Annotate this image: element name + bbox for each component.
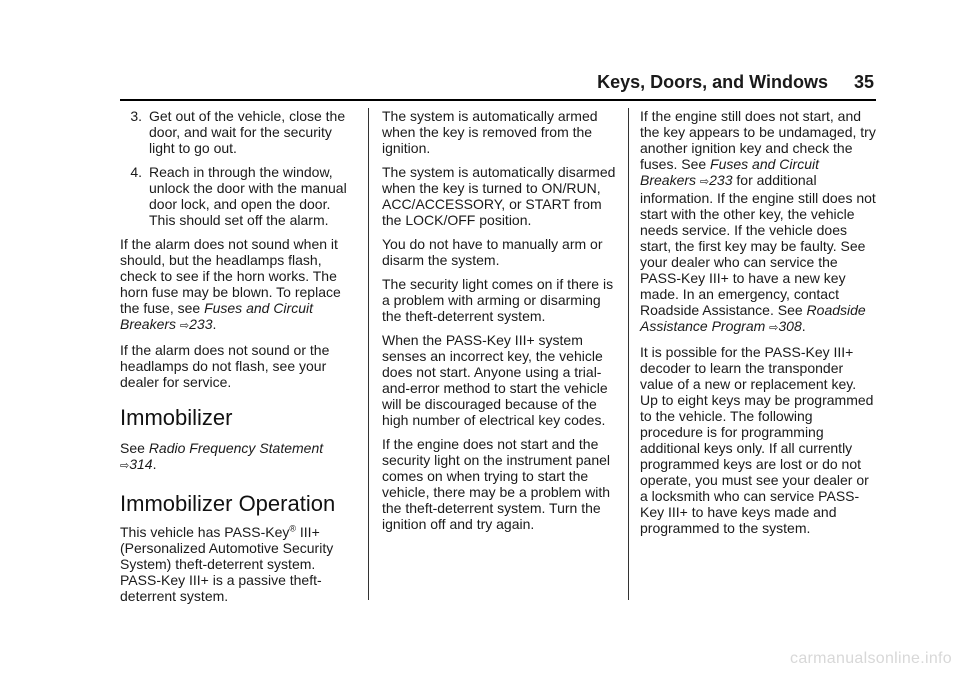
paragraph: If the engine does not start and the security light on the instrument panel comes on when trying to start the vehicle, there may be a problem with the theft-deterrent system. Turn the ignition off and try again. <box>382 436 611 532</box>
list-item <box>120 108 352 156</box>
page-ref-arrow-icon: ⇨ <box>769 322 779 334</box>
paragraph-text: See <box>120 440 149 456</box>
section-title: Keys, Doors, and Windows <box>597 72 828 92</box>
page-header <box>597 72 874 93</box>
page-reference[interactable]: 314 <box>129 456 153 472</box>
paragraph: See Radio Frequency Statement ⇨314. <box>120 440 324 472</box>
paragraph: When the PASS-Key III+ system senses an incorrect key, the vehicle does not start. Anyone using a trial-and-error method to start the vehicle will be discouraged because of the high number of electrical key codes. <box>382 332 608 428</box>
paragraph: The security light comes on if there is a problem with arming or disarming the theft-deterrent system. <box>382 276 614 324</box>
cross-reference-link[interactable]: Fuses and Circuit Breakers <box>120 300 313 332</box>
paragraph: You do not have to manually arm or disarm the system. <box>382 236 603 268</box>
page-reference[interactable]: 308 <box>778 318 802 334</box>
paragraph: If the engine still does not start, and the key appears to be undamaged, try another ignition key and check the fuses. See Fuses and Circuit Breakers ⇨233 for additional information. If the engine still does not start with the other key, the vehicle needs service. If the vehicle does start, the first key may be faulty. See your dealer who can service the PASS-Key III+ to have a new key made. In an emergency, contact Roadside Assistance. See Roadside Assistance Program ⇨308. <box>640 108 876 334</box>
list-number: 4. <box>130 164 142 180</box>
heading-immobilizer-operation: Immobilizer Operation <box>120 491 336 516</box>
paragraph: The system is automatically armed when the key is removed from the ignition. <box>382 108 598 156</box>
paragraph-text: for additional information. If the engine still does not start with the other key, the vehicle needs service. If the vehicle does start, the first key may be faulty. See your dealer who can service the PASS-Key III+ to have a new key made. In an emergency, contact Roadside Assistance. See <box>640 172 876 318</box>
paragraph-text: If the alarm does not sound when it should, but the headlamps flash, check to see if the horn works. The horn fuse may be blown. To replace the fuse, see <box>120 236 341 316</box>
list-item <box>120 164 352 228</box>
page-ref-arrow-icon: ⇨ <box>699 176 710 188</box>
page-ref-arrow-icon: ⇨ <box>120 460 130 472</box>
registered-mark: ® <box>289 523 297 534</box>
page-number: 35 <box>853 72 874 92</box>
cross-reference-link[interactable]: Fuses and Circuit Breakers <box>640 156 819 188</box>
paragraph-text: If the engine still does not start, and the key appears to be undamaged, try another ignition key and check the fuses. See <box>640 108 876 172</box>
column-divider <box>368 108 369 600</box>
column-2 <box>382 108 618 540</box>
heading-immobilizer: Immobilizer <box>120 405 233 430</box>
cross-reference-link[interactable]: Roadside Assistance Program <box>640 302 866 334</box>
list-text: Get out of the vehicle, close the door, and wait for the security light to go out. <box>149 108 346 156</box>
column-3 <box>640 108 876 544</box>
list-number: 3. <box>130 108 142 124</box>
column-1 <box>120 108 352 612</box>
paragraph: If the alarm does not sound or the headlamps do not flash, see your dealer for service. <box>120 342 330 390</box>
paragraph <box>120 524 352 604</box>
column-divider <box>628 108 629 600</box>
list-text: Reach in through the window, unlock the door with the manual door lock, and open the door. This should set off the alarm. <box>149 164 347 228</box>
page-reference[interactable]: 233 <box>189 316 213 332</box>
paragraph: The system is automatically disarmed when the key is turned to ON/RUN, ACC/ACCESSORY, or START from the LOCK/OFF position. <box>382 164 616 228</box>
cross-reference-link[interactable]: Radio Frequency Statement <box>148 440 324 456</box>
page-ref-arrow-icon: ⇨ <box>179 320 190 332</box>
paragraph: It is possible for the PASS-Key III+ decoder to learn the transponder value of a new or replacement key. Up to eight keys may be programmed to the vehicle. The following procedure is for programming additional keys only. If all currently programmed keys are lost or do not operate, you must see your dealer or a locksmith who can service PASS-Key III+ to have keys made and programmed to the system. <box>640 344 874 536</box>
page-reference[interactable]: 233 <box>709 172 733 188</box>
watermark: carmanualsonline.info <box>790 650 952 667</box>
paragraph-text: III+ (Personalized Automotive Security System) theft-deterrent system. PASS-Key III+ is a passive theft-deterrent system. <box>120 524 334 604</box>
paragraph-text: This vehicle has PASS-Key <box>120 524 290 540</box>
paragraph: If the alarm does not sound when it should, but the headlamps flash, check to see if the horn works. The horn fuse may be blown. To replace the fuse, see Fuses and Circuit Breakers ⇨233. <box>120 236 341 332</box>
header-rule <box>120 99 876 101</box>
